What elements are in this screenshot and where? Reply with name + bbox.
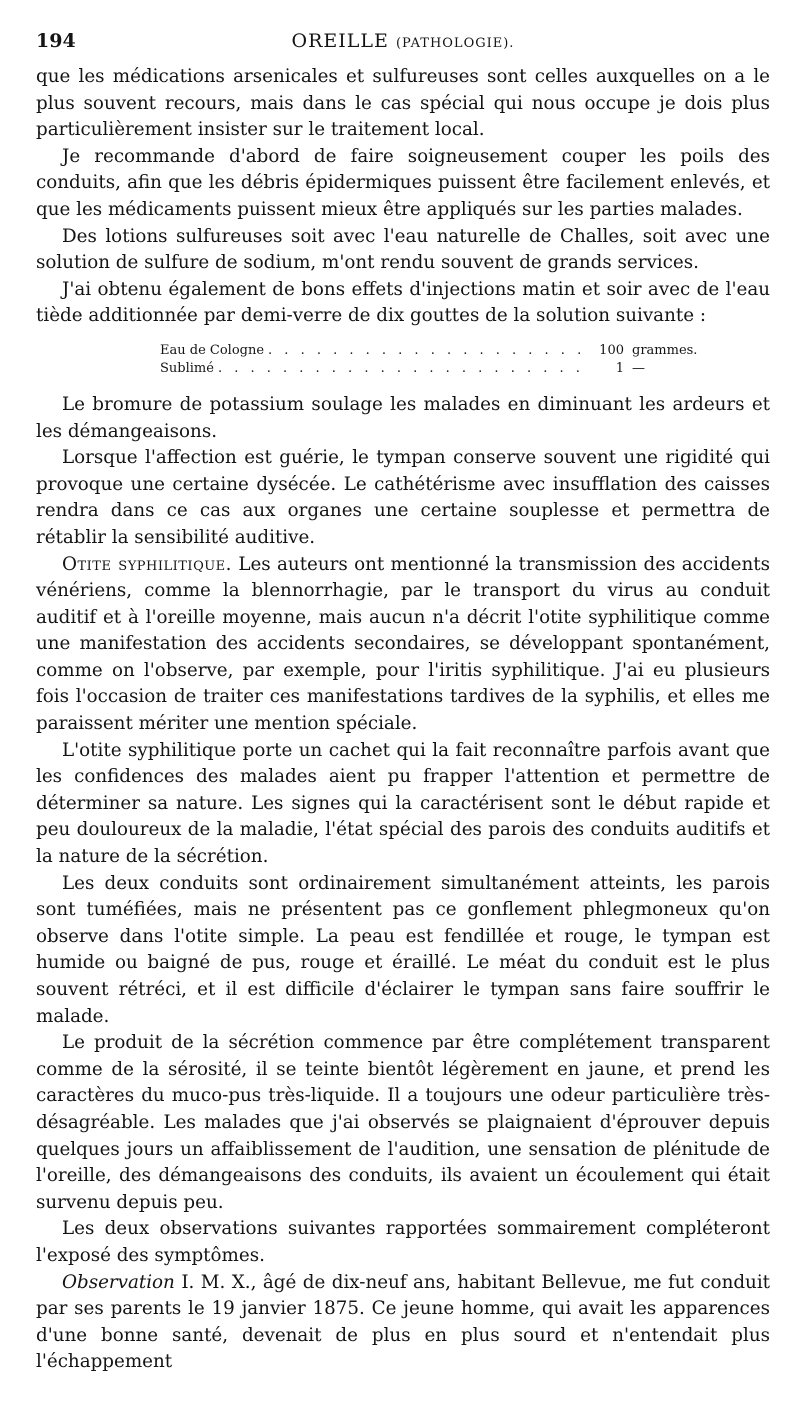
paragraph: Je recommande d'abord de faire soigneusement couper les poils des conduits, afin que les débris épidermiques puissent être facilement enlevés, et que les médicaments puissent mieux être appliqués sur les parties malades. <box>36 145 770 220</box>
paragraph: Le produit de la sécrétion commence par être complétement transparent comme de la sérosité, il se teinte bientôt légèrement en jaune, et prend les caractères du muco-pus très-liquide. Il a toujours une odeur particulière très-désagréable. Les malades que j'ai observés se plaignaient d'éprouver depuis quelques jours un affaiblissement de l'audition, une sensation de plénitude de l'oreille, des démangeaisons des conduits, ils avaient un écoulement qui était survenu depuis peu. <box>36 1032 770 1213</box>
recipe-quantity: 100 <box>599 342 624 358</box>
page <box>36 30 770 1376</box>
recipe-list <box>160 342 720 378</box>
paragraph: J'ai obtenu également de bons effets d'injections matin et soir avec de l'eau tiède additionnée par demi-verre de dix gouttes de la solution suivante : <box>36 278 770 327</box>
recipe-row <box>160 342 720 360</box>
observation-text: I. M. X., âgé de dix-neuf ans, habitant Bellevue, me fut conduit par ses parents le 19 janvier 1875. Ce jeune homme, qui avait les apparences d'une bonne santé, devenait de plus en plus sourd et n'entendait plus l'échappement <box>36 1271 771 1373</box>
observation-label: Observation <box>62 1271 175 1293</box>
leader-dots <box>218 360 582 378</box>
paragraph: L'otite syphilitique porte un cachet qui la fait reconnaître parfois avant que les confidences des malades aient pu frapper l'attention et permettre de déterminer sa nature. Les signes qui la caractérisent sont le début rapide et peu douloureux de la maladie, l'état spécial des parois des conduits auditifs et la nature de la sécrétion. <box>36 739 770 868</box>
paragraph: Les deux observations suivantes rapportées sommairement compléteront l'exposé des symptômes. <box>36 1218 770 1266</box>
leader-dots <box>268 342 582 360</box>
recipe-quantity: 1 <box>615 360 624 376</box>
section-heading: Otite syphilitique. <box>62 553 232 575</box>
paragraph: Des lotions sulfureuses soit avec l'eau naturelle de Challes, soit avec une solution de sulfure de sodium, m'ont rendu souvent de grands services. <box>36 225 770 274</box>
recipe-unit: grammes. <box>632 342 698 358</box>
paragraph: que les médications arsenicales et sulfureuses sont celles auxquelles on a le plus souvent recours, mais dans le cas spécial qui nous occupe je dois plus particulièrement insister sur le traitement local. <box>36 66 770 141</box>
recipe-ingredient: Eau de Cologne <box>160 342 265 358</box>
running-title-sub: (PATHOLOGIE). <box>395 36 515 51</box>
recipe-ingredient: Sublimé <box>160 360 214 376</box>
section-paragraph <box>36 552 770 738</box>
observation-paragraph <box>36 1270 770 1376</box>
paragraph: Lorsque l'affection est guérie, le tympan conserve souvent une rigidité qui provoque une certaine dysécée. Le cathétérisme avec insufflation des caisses rendra dans ce cas aux organes une certaine souplesse et permettra de rétablir la sensibilité auditive. <box>36 447 770 548</box>
page-number: 194 <box>36 30 76 52</box>
running-title-main: OREILLE <box>291 30 389 52</box>
paragraph: Les deux conduits sont ordinairement simultanément atteints, les parois sont tuméfiées, mais ne présentent pas ce gonflement phlegmoneux qu'on observe dans l'otite simple. La peau est fendillée et rouge, le tympan est humide ou baigné de pus, rouge et éraillé. Le méat du conduit est le plus souvent rétréci, et il est difficile d'éclairer le tympan sans faire souffrir le malade. <box>36 872 770 1027</box>
recipe-row <box>160 360 720 378</box>
recipe-unit: — <box>632 360 645 376</box>
running-title <box>36 30 770 52</box>
section-text: Les auteurs ont mentionné la transmission des accidents vénériens, comme la blennorrhagie, par le transport du virus au conduit auditif et à l'oreille moyenne, mais aucun n'a décrit l'otite syphilitique comme une manifestation des accidents secondaires, se développant spontanément, comme on l'observe, par exemple, pour l'iritis syphilitique. J'ai eu plusieurs fois l'occasion de traiter ces manifestations tardives de la syphilis, et elles me paraissent mériter une mention spéciale. <box>36 553 771 735</box>
paragraph: Le bromure de potassium soulage les malades en diminuant les ardeurs et les démangeaisons. <box>36 393 770 442</box>
running-header <box>36 30 770 64</box>
